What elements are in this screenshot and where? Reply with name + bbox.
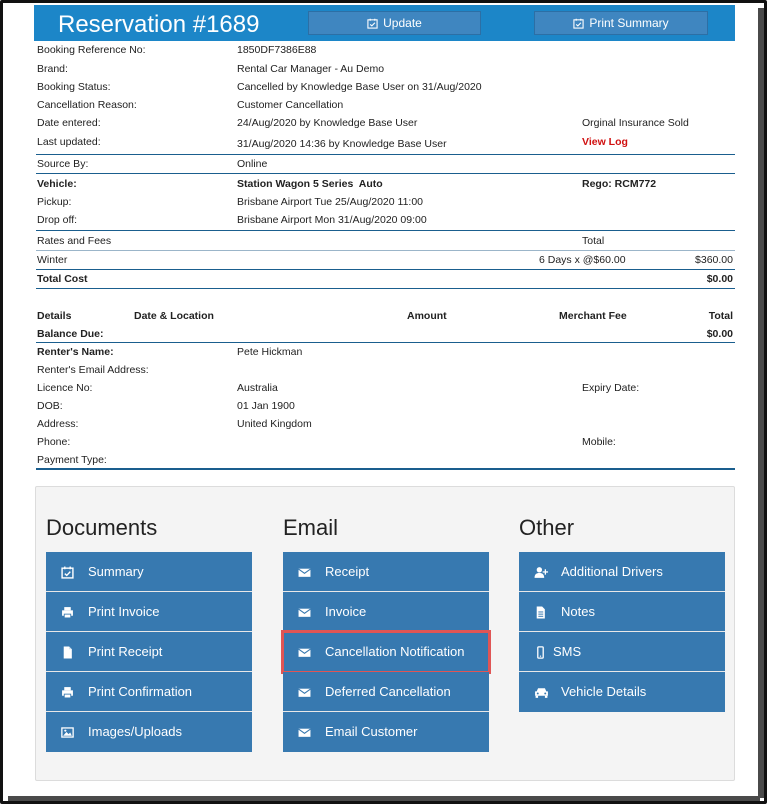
cancellation-notification-button[interactable] [283, 632, 489, 672]
view-log-link[interactable]: View Log [582, 136, 628, 148]
updated-label: Last updated: [37, 136, 101, 148]
actions-panel [35, 486, 735, 781]
brand-row [36, 60, 735, 78]
renter-email-row [36, 361, 735, 379]
dropoff-label: Drop off: [37, 214, 78, 226]
balance-row [36, 325, 735, 343]
email-buttons [283, 552, 489, 752]
pickup-value: Brisbane Airport Tue 25/Aug/2020 11:00 [237, 196, 424, 208]
details-label: Details [37, 310, 72, 322]
rates-label: Rates and Fees [37, 235, 112, 247]
dob-row [36, 397, 735, 415]
booking-ref-label: Booking Reference No: [37, 44, 146, 56]
envelope-icon [297, 565, 311, 579]
payment-type-row [36, 451, 735, 469]
status-row [36, 78, 735, 96]
printer-icon [60, 605, 74, 619]
rates-total-label: Total [582, 235, 605, 247]
print-invoice-label: Print Invoice [88, 604, 160, 619]
date-location-label: Date & Location [134, 310, 214, 322]
phone-label: Phone: [37, 436, 71, 448]
documents-heading: Documents [46, 515, 158, 540]
source-value: Online [237, 158, 268, 170]
update-button[interactable] [308, 11, 481, 35]
rego-label: Rego: RCM772 [582, 178, 657, 190]
balance-value: $0.00 [706, 328, 733, 340]
note-icon [533, 605, 547, 619]
booking-ref-value: 1850DF7386E88 [237, 44, 317, 56]
vehicle-details-label: Vehicle Details [561, 684, 647, 699]
sms-label: SMS [553, 644, 582, 659]
source-label: Source By: [37, 158, 89, 170]
vehicle-details-button[interactable] [519, 672, 725, 712]
brand-value: Rental Car Manager - Au Demo [237, 63, 385, 75]
merchant-fee-label: Merchant Fee [559, 310, 627, 322]
print-summary-button[interactable] [534, 11, 708, 35]
payments-header-row [36, 307, 735, 325]
reason-row [36, 96, 735, 114]
print-receipt-button[interactable] [46, 632, 252, 672]
total-cost-label: Total Cost [37, 273, 88, 285]
email-invoice-button[interactable] [283, 592, 489, 632]
booking-details [36, 41, 735, 471]
print-confirmation-button[interactable] [46, 672, 252, 712]
rates-header-row [36, 232, 735, 250]
email-customer-label: Email Customer [325, 724, 418, 739]
payments-total-label: Total [708, 310, 733, 322]
winter-calc: 6 Days x @$60.00 [539, 254, 626, 266]
mobile-icon [533, 645, 547, 659]
phone-row [36, 433, 735, 451]
reason-label: Cancellation Reason: [37, 99, 137, 111]
renter-name-value: Pete Hickman [237, 346, 303, 358]
divider [36, 230, 735, 231]
other-heading: Other [519, 515, 575, 540]
balance-label: Balance Due: [37, 328, 104, 340]
images-uploads-button[interactable] [46, 712, 252, 752]
winter-label: Winter [37, 254, 68, 266]
entered-label: Date entered: [37, 117, 101, 129]
notes-button[interactable] [519, 592, 725, 632]
other-buttons [519, 552, 725, 712]
deferred-cancellation-button[interactable] [283, 672, 489, 712]
total-cost-row [36, 270, 735, 288]
total-cost-value: $0.00 [706, 273, 733, 285]
car-icon [533, 685, 549, 699]
renter-email-label: Renter's Email Address: [37, 364, 149, 376]
print-receipt-label: Print Receipt [88, 644, 163, 659]
page-title: Reservation #1689 [58, 11, 260, 38]
window-shadow-bottom [8, 796, 760, 801]
deferred-cancellation-label: Deferred Cancellation [325, 684, 451, 699]
printer-icon [60, 685, 74, 699]
email-receipt-button[interactable] [283, 552, 489, 592]
email-customer-button[interactable] [283, 712, 489, 752]
calendar-check-icon [573, 18, 584, 29]
licence-row [36, 379, 735, 397]
file-icon [60, 645, 74, 659]
summary-button[interactable] [46, 552, 252, 592]
documents-buttons [46, 552, 252, 752]
email-heading: Email [283, 515, 339, 540]
cancellation-notification-label: Cancellation Notification [325, 644, 465, 659]
additional-drivers-button[interactable] [519, 552, 725, 592]
email-invoice-label: Invoice [325, 604, 367, 619]
updated-value: 31/Aug/2020 14:36 by Knowledge Base User [237, 138, 447, 150]
booking-ref-row [36, 41, 735, 59]
dropoff-value: Brisbane Airport Mon 31/Aug/2020 09:00 [237, 214, 427, 226]
envelope-icon [297, 685, 311, 699]
additional-drivers-label: Additional Drivers [561, 564, 663, 579]
vehicle-row [36, 175, 735, 193]
calendar-check-icon [367, 18, 378, 29]
updated-row [36, 133, 735, 151]
payment-type-label: Payment Type: [37, 454, 107, 466]
mobile-label: Mobile: [582, 436, 616, 448]
reservation-header [34, 5, 735, 41]
sms-button[interactable] [519, 632, 725, 672]
status-value: Cancelled by Knowledge Base User on 31/Aug/2020 [237, 81, 482, 93]
vehicle-label: Vehicle: [37, 178, 77, 190]
email-receipt-label: Receipt [325, 564, 370, 579]
insurance-label: Orginal Insurance Sold [582, 117, 689, 129]
entered-row [36, 114, 735, 132]
window-shadow [758, 8, 764, 798]
dob-value: 01 Jan 1900 [237, 400, 295, 412]
licence-value: Australia [237, 382, 278, 394]
update-label: Update [383, 16, 422, 30]
brand-label: Brand: [37, 63, 68, 75]
print-invoice-button[interactable] [46, 592, 252, 632]
dropoff-row [36, 211, 735, 229]
expiry-label: Expiry Date: [582, 382, 640, 394]
print-summary-label: Print Summary [589, 16, 669, 30]
user-plus-icon [533, 565, 549, 579]
source-row [36, 155, 735, 173]
renter-name-row [36, 343, 735, 361]
address-row [36, 415, 735, 433]
amount-label: Amount [407, 310, 447, 322]
calendar-check-icon [60, 565, 74, 579]
dob-label: DOB: [37, 400, 63, 412]
winter-row [36, 251, 735, 269]
divider [36, 468, 735, 470]
address-value: United Kingdom [237, 418, 312, 430]
vehicle-value: Station Wagon 5 Series Auto [237, 178, 383, 190]
envelope-icon [297, 645, 311, 659]
print-confirmation-label: Print Confirmation [88, 684, 193, 699]
image-icon [60, 725, 74, 739]
status-label: Booking Status: [37, 81, 111, 93]
winter-amount: $360.00 [695, 254, 733, 266]
divider [36, 288, 735, 289]
reason-value: Customer Cancellation [237, 99, 344, 111]
envelope-icon [297, 605, 311, 619]
renter-name-label: Renter's Name: [37, 346, 114, 358]
notes-label: Notes [561, 604, 595, 619]
address-label: Address: [37, 418, 79, 430]
licence-label: Licence No: [37, 382, 93, 394]
pickup-row [36, 193, 735, 211]
envelope-icon [297, 725, 311, 739]
divider [36, 173, 735, 174]
images-uploads-label: Images/Uploads [88, 724, 182, 739]
pickup-label: Pickup: [37, 196, 72, 208]
entered-value: 24/Aug/2020 by Knowledge Base User [237, 117, 418, 129]
summary-label: Summary [88, 564, 144, 579]
